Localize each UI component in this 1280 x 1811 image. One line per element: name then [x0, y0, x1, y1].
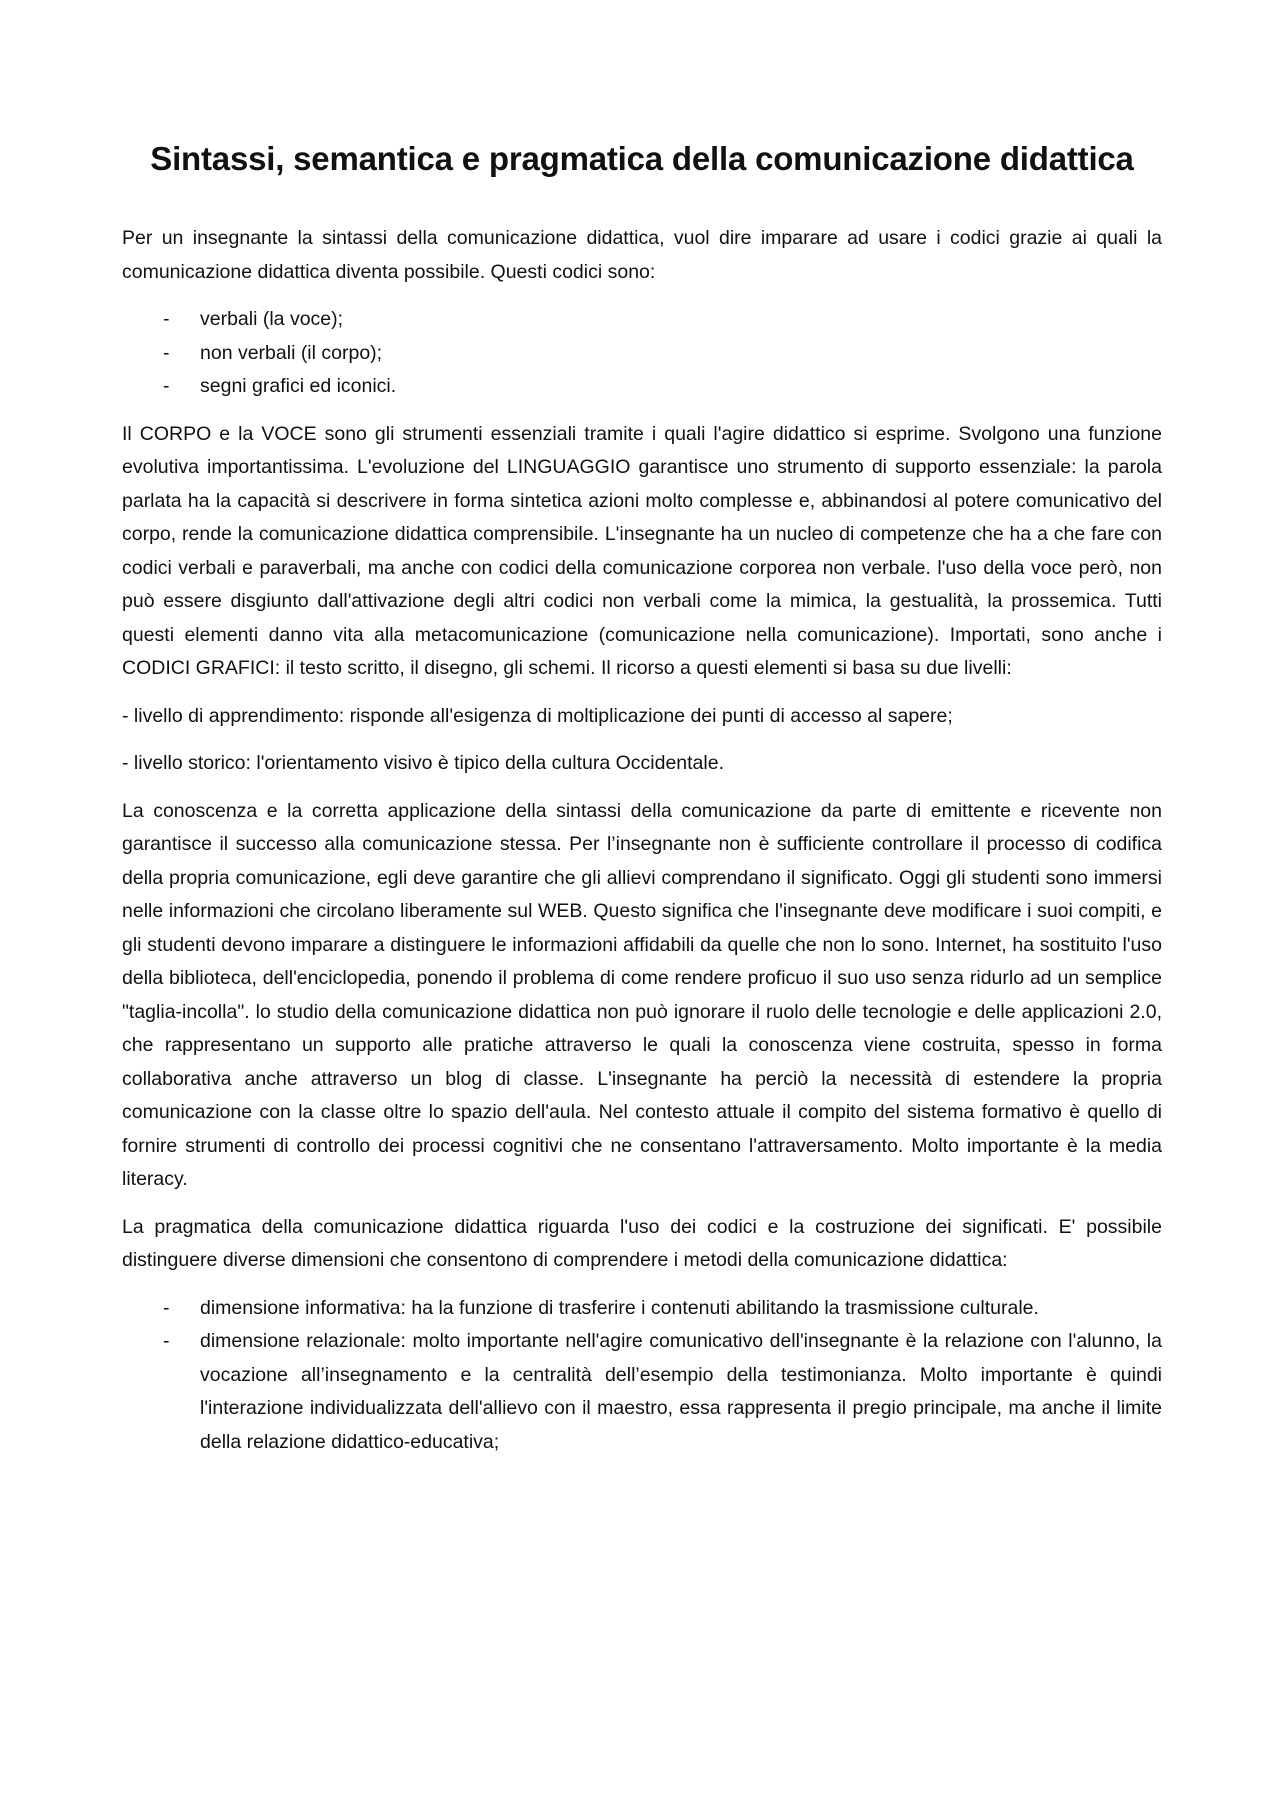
dash-bullet: -	[163, 1330, 170, 1352]
level-learning-paragraph: - livello di apprendimento: risponde all'esigenza di moltiplicazione dei punti di accesso al sapere;	[122, 704, 953, 727]
list-item-text: dimensione informativa: ha la funzione di trasferire i contenuti abilitando la trasmissione culturale.	[200, 1296, 1039, 1319]
document-title: Sintassi, semantica e pragmatica della comunicazione didattica	[150, 140, 1134, 177]
dash-bullet: -	[163, 375, 170, 397]
document-body	[122, 140, 1162, 1473]
conoscenza-paragraph: La conoscenza e la corretta applicazione della sintassi della comunicazione da parte di emittente e ricevente non garantisce il successo alla comunicazione stessa. Per l’insegnante non è sufficiente controllare il processo di codifica della propria comunicazione, egli deve garantire che gli allievi comprendano il significato. Oggi gli studenti sono immersi nelle informazioni che circolano liberamente sul WEB. Questo significa che l'insegnante deve modificare i suoi compiti, e gli studenti devono imparare a distinguere le informazioni affidabili da quelle che non lo sono. Internet, ha sostituito l'uso della biblioteca, dell'enciclopedia, ponendo il problema di come rendere proficuo il suo uso senza ridurlo ad un semplice "taglia-incolla". lo studio della comunicazione didattica non può ignorare il ruolo delle tecnologie e delle applicazioni 2.0, che rappresentano un supporto alle pratiche attraverso le quali la conoscenza viene costruita, spesso in forma collaborativa anche attraverso un blog di classe. L'insegnante ha perciò la necessità di estendere la propria comunicazione con la classe oltre lo spazio dell'aula. Nel contesto attuale il compito del sistema formativo è quello di fornire strumenti di controllo dei processi cognitivi che ne consentano l'attraversamento. Molto importante è la media literacy.	[122, 799, 1162, 1190]
list-item	[122, 1325, 1162, 1459]
list-item	[122, 337, 1162, 371]
list-item-text: non verbali (il corpo);	[200, 341, 383, 364]
codes-list	[122, 303, 1162, 404]
list-item	[122, 370, 1162, 404]
dash-bullet: -	[163, 308, 170, 330]
dimensions-list	[122, 1292, 1162, 1460]
dash-bullet: -	[163, 1296, 170, 1319]
list-item-text: verbali (la voce);	[200, 308, 344, 330]
dash-bullet: -	[163, 341, 170, 364]
list-item	[122, 303, 1162, 337]
level-history-paragraph: - livello storico: l'orientamento visivo è tipico della cultura Occidentale.	[122, 752, 724, 774]
list-item-text: dimensione relazionale: molto importante nell'agire comunicativo dell'insegnante è la relazione con l'alunno, la vocazione all’insegnamento e la centralità dell’esempio della testimonianza. Molto importante è quindi l'interazione individualizzata dell'allievo con il maestro, essa rappresenta il pregio principale, ma anche il limite della relazione didattico-educativa;	[200, 1330, 1162, 1453]
list-item-text: segni grafici ed iconici.	[200, 375, 397, 397]
corpo-voce-paragraph: Il CORPO e la VOCE sono gli strumenti essenziali tramite i quali l'agire didattico si esprime. Svolgono una funzione evolutiva importantissima. L'evoluzione del LINGUAGGIO garantisce uno strumento di supporto essenziale: la parola parlata ha la capacità si descrivere in forma sintetica azioni molto complesse e, abbinandosi al potere comunicativo del corpo, rende la comunicazione didattica comprensibile. L'insegnante ha un nucleo di competenze che ha a che fare con codici verbali e paraverbali, ma anche con codici della comunicazione corporea non verbale. l'uso della voce però, non può essere disgiunto dall'attivazione degli altri codici non verbali come la mimica, la gestualità, la prossemica. Tutti questi elementi danno vita alla metacomunicazione (comunicazione nella comunicazione). Importati, sono anche i CODICI GRAFICI: il testo scritto, il disegno, gli schemi. Il ricorso a questi elementi si basa su due livelli:	[122, 422, 1162, 679]
intro-paragraph: Per un insegnante la sintassi della comunicazione didattica, vuol dire imparare ad usare i codici grazie ai quali la comunicazione didattica diventa possibile. Questi codici sono:	[122, 227, 1162, 283]
pragmatica-paragraph: La pragmatica della comunicazione didattica riguarda l'uso dei codici e la costruzione dei significati. E' possibile distinguere diverse dimensioni che consentono di comprendere i metodi della comunicazione didattica:	[122, 1215, 1162, 1271]
list-item	[122, 1292, 1162, 1326]
